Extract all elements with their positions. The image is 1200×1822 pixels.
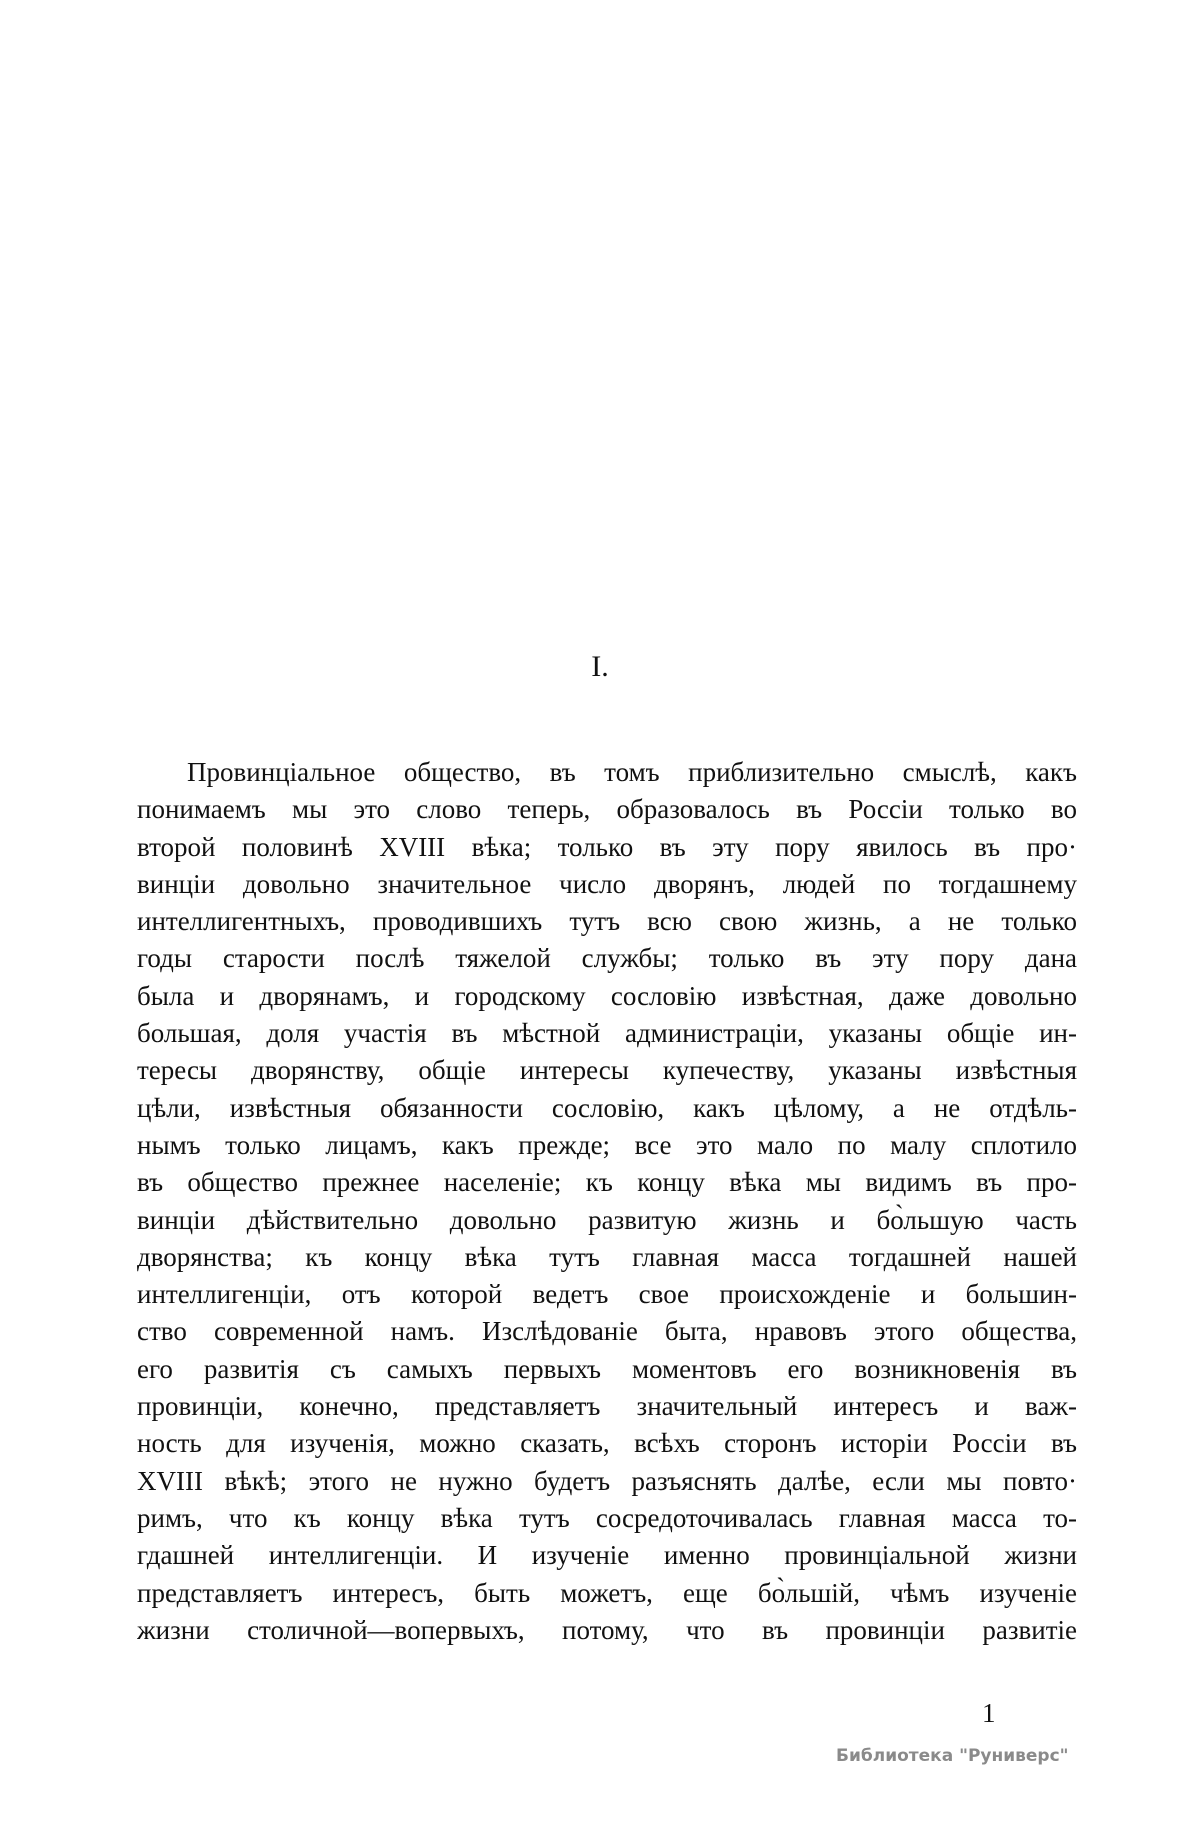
- text-line: нымъ только лицамъ, какъ прежде; все это мало по малу сплотило: [137, 1129, 1077, 1160]
- text-line: его развитія съ самыхъ первыхъ моментовъ его возникновенія въ: [137, 1353, 1077, 1384]
- text-line: интеллигенціи, отъ которой ведетъ свое происхожденіе и большин-: [137, 1279, 1077, 1310]
- text-line: интеллигентныхъ, проводившихъ тутъ всю свою жизнь, а не только: [137, 906, 1077, 937]
- text-line: XVIII вѣкѣ; этого не нужно будетъ разъяснять далѣе, если мы повто·: [137, 1465, 1077, 1496]
- text-line: римъ, что къ концу вѣка тутъ сосредоточивалась главная масса то-: [137, 1502, 1077, 1533]
- text-line: годы старости послѣ тяжелой службы; только въ эту пору дана: [137, 943, 1077, 974]
- page-number: 1: [982, 1698, 996, 1728]
- text-line: представляетъ интересъ, быть можетъ, еще бо̀льшій, чѣмъ изученіе: [137, 1577, 1077, 1608]
- text-line: Провинціальное общество, въ томъ приблизительно смыслѣ, какъ: [187, 757, 1077, 787]
- text-line: ство современной намъ. Изслѣдованіе быта, нравовъ этого общества,: [137, 1316, 1077, 1347]
- chapter-heading: I.: [591, 650, 609, 683]
- text-line: провинціи, конечно, представляетъ значительный интересъ и важ-: [137, 1391, 1077, 1422]
- text-line: гдашней интеллигенціи. И изученіе именно провинціальной жизни: [137, 1540, 1077, 1571]
- text-line: цѣли, извѣстныя обязанности сословію, какъ цѣлому, а не отдѣль-: [137, 1092, 1077, 1123]
- text-line: понимаемъ мы это слово теперь, образовалось въ Россіи только во: [137, 794, 1077, 825]
- text-line: была и дворянамъ, и городскому сословію извѣстная, даже довольно: [137, 980, 1077, 1011]
- text-line: большая, доля участія въ мѣстной администраціи, указаны общіе ин-: [137, 1018, 1077, 1049]
- text-line: винціи дѣйствительно довольно развитую жизнь и бо̀льшую часть: [137, 1204, 1077, 1235]
- library-watermark: Библиотека "Руниверс": [836, 1746, 1069, 1766]
- text-line: въ общество прежнее населеніе; къ концу вѣка мы видимъ въ про-: [137, 1167, 1077, 1198]
- text-line: жизни столичной—вопервыхъ, потому, что въ провинціи развитіе: [137, 1614, 1077, 1645]
- text-line: дворянства; къ концу вѣка тутъ главная масса тогдашней нашей: [137, 1241, 1077, 1272]
- text-line: второй половинѣ XVIII вѣка; только въ эту пору явилось въ про·: [137, 831, 1077, 862]
- body-text: [137, 754, 1077, 1649]
- text-line: тересы дворянству, общіе интересы купечеству, указаны извѣстныя: [137, 1055, 1077, 1086]
- text-line: ность для изученія, можно сказать, всѣхъ сторонъ исторіи Россіи въ: [137, 1428, 1077, 1459]
- text-line: винціи довольно значительное число дворянъ, людей по тогдашнему: [137, 868, 1077, 899]
